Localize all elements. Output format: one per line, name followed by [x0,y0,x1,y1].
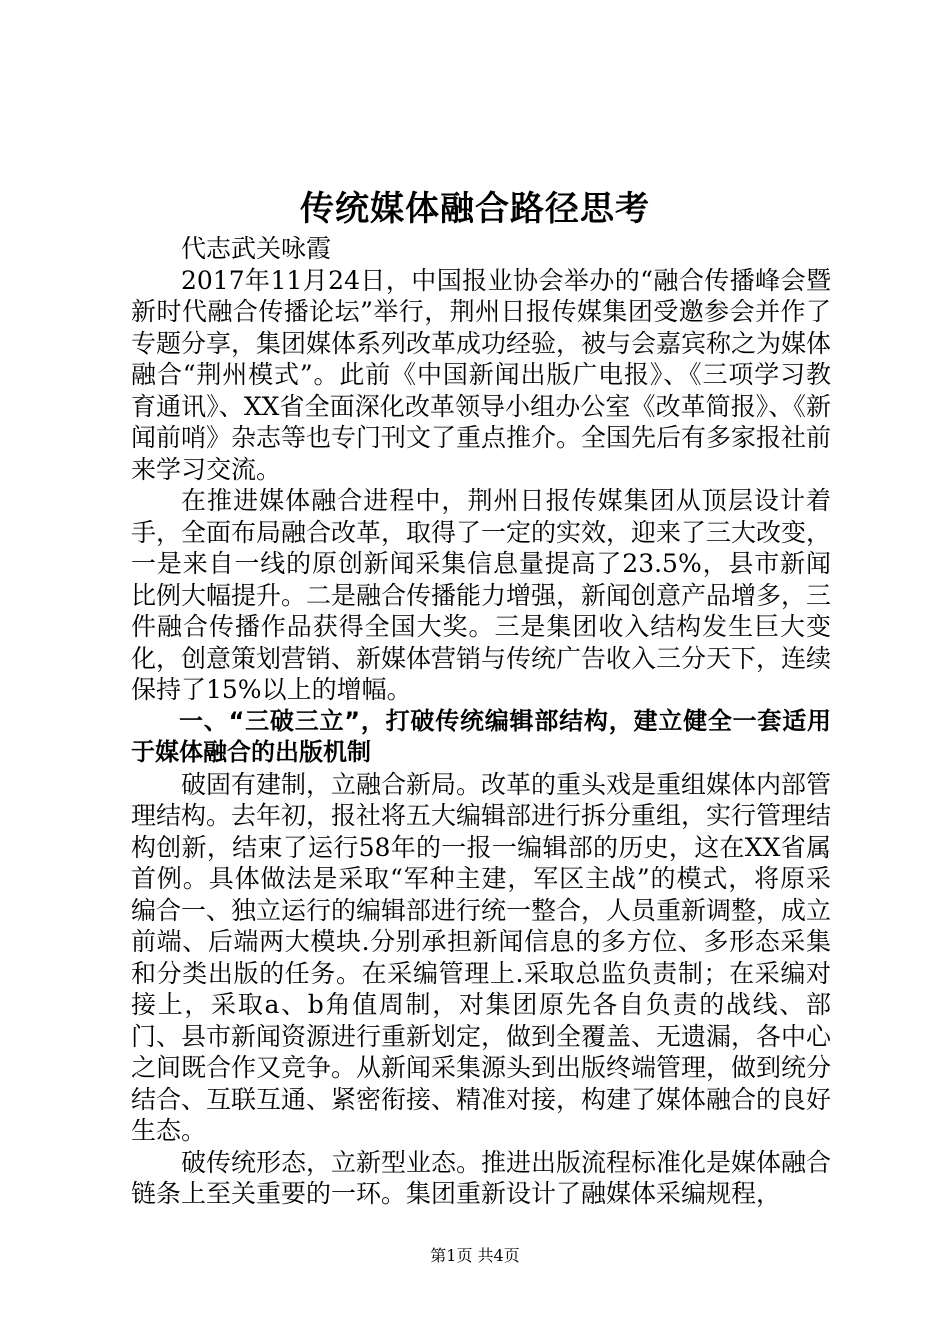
paragraph: 破固有建制，立融合新局。改革的重头戏是重组媒体内部管理结构。去年初，报社将五大编辑部进行拆分重组，实行管理结构创新，结束了运行58年的一报一编辑部的历史，这在XX省属首例。具体做法是采取“军种主建，军区主战”的模式，将原采编合一、独立运行的编辑部进行统一整合，人员重新调整，成立前端、后端两大模块.分别承担新闻信息的多方位、多形态采集和分类出版的任务。在采编管理上.采取总监负责制；在采编对接上，采取a、b角值周制，对集团原先各自负责的战线、部门、县市新闻资源进行重新划定，做到全覆盖、无遗漏，各中心之间既合作又竞争。从新闻采集源头到出版终端管理，做到统分结合、互联互通、紧密衔接、精准对接，构建了媒体融合的良好生态。 [131,769,832,1145]
document-title: 传统媒体融合路径思考 [300,189,650,229]
paragraph: 2017年11月24日，中国报业协会举办的“融合传播峰会暨新时代融合传播论坛”举行，荆州日报传媒集团受邀参会并作了专题分享，集团媒体系列改革成功经验，被与会嘉宾称之为媒体融合“荆州模式”。此前《中国新闻出版广电报》、《三项学习教育通讯》、XX省全面深化改革领导小组办公室《改革简报》、《新闻前哨》杂志等也专门刊文了重点推介。全国先后有多家报社前来学习交流。 [131,265,832,484]
author-line: 代志武关咏霞 [181,234,332,263]
section-heading: 一、“三破三立”，打破传统编辑部结构，建立健全一套适用于媒体融合的出版机制 [131,706,831,766]
paragraph: 在推进媒体融合进程中，荆州日报传媒集团从顶层设计着手，全面布局融合改革，取得了一定的实效，迎来了三大改变，一是来自一线的原创新闻采集信息量提高了23.5%，县市新闻比例大幅提升。二是融合传播能力增强，新闻创意产品增多，三件融合传播作品获得全国大奖。三是集团收入结构发生巨大变化，创意策划营销、新媒体营销与传统广告收入三分天下，连续保持了15%以上的增幅。 [131,486,832,704]
paragraph: 破传统形态，立新型业态。推进出版流程标准化是媒体融合链条上至关重要的一环。集团重新设计了融媒体采编规程， [131,1147,832,1208]
page-footer: 第1页 共4页 [430,1246,520,1265]
document-body [131,233,831,1210]
